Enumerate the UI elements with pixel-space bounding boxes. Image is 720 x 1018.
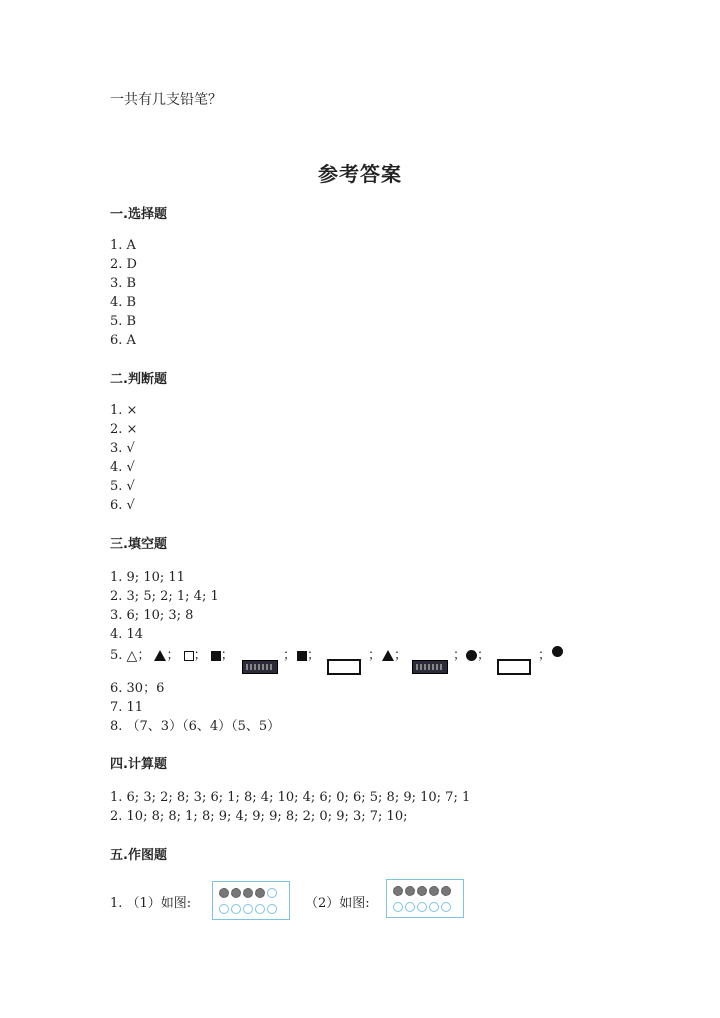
hollow-triangle-icon: △ bbox=[126, 647, 138, 664]
blank-box-icon bbox=[327, 659, 361, 675]
empty-circle-icon bbox=[255, 904, 265, 914]
answer-title: 参考答案 bbox=[318, 162, 402, 186]
separator: ； bbox=[283, 648, 297, 663]
answer-line: 7. 11 bbox=[110, 700, 144, 715]
blank-box-icon bbox=[497, 659, 531, 675]
section-calc-answers bbox=[110, 788, 470, 826]
answer-line: 5. √ bbox=[110, 479, 135, 494]
filled-triangle-icon bbox=[154, 650, 166, 661]
filled-square-slot bbox=[297, 644, 320, 663]
figure-1 bbox=[212, 881, 290, 920]
filled-circle-icon bbox=[417, 886, 427, 896]
answer-line: 5. B bbox=[110, 314, 137, 329]
filled-circle-icon bbox=[429, 886, 439, 896]
filled-circle-icon bbox=[441, 886, 451, 896]
answer-line: 1. × bbox=[110, 403, 138, 418]
answer-line: 2. D bbox=[110, 257, 137, 272]
filled-circle-icon bbox=[255, 888, 265, 898]
section-choice-answers bbox=[110, 236, 137, 350]
filled-circle-icon bbox=[405, 886, 415, 896]
figure-1-top-row bbox=[219, 887, 279, 902]
question-text: 一共有几支铅笔？ bbox=[110, 92, 222, 108]
answer-line: 2. × bbox=[110, 422, 138, 437]
section-heading-calc: 四.计算题 bbox=[110, 757, 167, 772]
pattern-image-icon bbox=[412, 660, 448, 674]
filled-circle-icon bbox=[243, 888, 253, 898]
figure-2-bottom-row bbox=[393, 901, 453, 916]
draw-part2-label: （2）如图: bbox=[305, 896, 370, 911]
draw-part1-label: 1. （1）如图: bbox=[110, 896, 192, 911]
filled-square-icon bbox=[211, 651, 221, 661]
empty-circle-icon bbox=[417, 902, 427, 912]
filled-circle-icon bbox=[231, 888, 241, 898]
filled-circle-icon bbox=[552, 646, 563, 657]
filled-circle-icon bbox=[466, 650, 477, 661]
separator: ； bbox=[193, 648, 207, 663]
empty-circle-icon bbox=[441, 902, 451, 912]
filled-circle-icon bbox=[393, 886, 403, 896]
empty-circle-icon bbox=[405, 902, 415, 912]
hollow-square-icon bbox=[184, 651, 194, 661]
filled-circle-slot bbox=[466, 644, 490, 663]
empty-circle-icon bbox=[429, 902, 439, 912]
answer-line: 3. √ bbox=[110, 441, 135, 456]
answer-line: 6. A bbox=[110, 333, 136, 348]
answer-line: 4. √ bbox=[110, 460, 135, 475]
section-fill-answers bbox=[110, 568, 219, 644]
figure-1-bottom-row bbox=[219, 903, 279, 918]
empty-circle-icon bbox=[219, 904, 229, 914]
separator: ； bbox=[394, 648, 408, 663]
answer-line: 8. （7、3）（6、4）（5、5） bbox=[110, 719, 281, 734]
answer-line: 4. B bbox=[110, 295, 137, 310]
section-judge-answers bbox=[110, 401, 137, 515]
answer-line: 3. B bbox=[110, 276, 137, 291]
section-heading-choice: 一.选择题 bbox=[110, 207, 167, 222]
separator: ； bbox=[166, 648, 180, 663]
answer-number: 5. bbox=[110, 648, 123, 663]
answer-line: 1. A bbox=[110, 238, 136, 253]
answer-line: 2. 10; 8; 8; 1; 8; 9; 4; 9; 9; 8; 2; 0; 9; 3; 7; 10; bbox=[110, 809, 408, 824]
separator: ； bbox=[137, 648, 151, 663]
answer-line: 1. 6; 3; 2; 8; 3; 6; 1; 8; 4; 10; 4; 6; 0; 6; 5; 8; 9; 10; 7; 1 bbox=[110, 790, 471, 805]
answer-line: 2. 3; 5; 2; 1; 4; 1 bbox=[110, 589, 219, 604]
answer-line-5 bbox=[110, 644, 234, 664]
pattern-image-icon bbox=[242, 660, 278, 674]
answer-line: 6. 30；6 bbox=[110, 681, 165, 696]
section-heading-fill: 三.填空题 bbox=[110, 537, 167, 552]
section-heading-draw: 五.作图题 bbox=[110, 848, 167, 863]
filled-square-icon bbox=[297, 651, 307, 661]
figure-2 bbox=[386, 879, 464, 918]
filled-circle-icon bbox=[219, 888, 229, 898]
empty-circle-icon bbox=[267, 904, 277, 914]
filled-circle-slot bbox=[552, 644, 563, 659]
figure-2-top-row bbox=[393, 885, 453, 900]
separator: ； bbox=[307, 648, 321, 663]
separator: ； bbox=[477, 648, 491, 663]
section-heading-judge: 二.判断题 bbox=[110, 372, 167, 387]
section-fill-answers-rest bbox=[110, 679, 280, 736]
separator: ； bbox=[453, 648, 467, 663]
answer-line: 3. 6; 10; 3; 8 bbox=[110, 608, 194, 623]
answer-line: 6. √ bbox=[110, 498, 135, 513]
filled-triangle-icon bbox=[382, 650, 394, 661]
separator: ； bbox=[538, 648, 552, 663]
answer-line: 1. 9; 10; 11 bbox=[110, 570, 185, 585]
separator: ； bbox=[368, 648, 382, 663]
filled-triangle-slot bbox=[382, 644, 407, 663]
empty-circle-icon bbox=[267, 888, 277, 898]
empty-circle-icon bbox=[231, 904, 241, 914]
answer-line: 4. 14 bbox=[110, 627, 144, 642]
separator: ； bbox=[220, 648, 234, 663]
empty-circle-icon bbox=[243, 904, 253, 914]
empty-circle-icon bbox=[393, 902, 403, 912]
